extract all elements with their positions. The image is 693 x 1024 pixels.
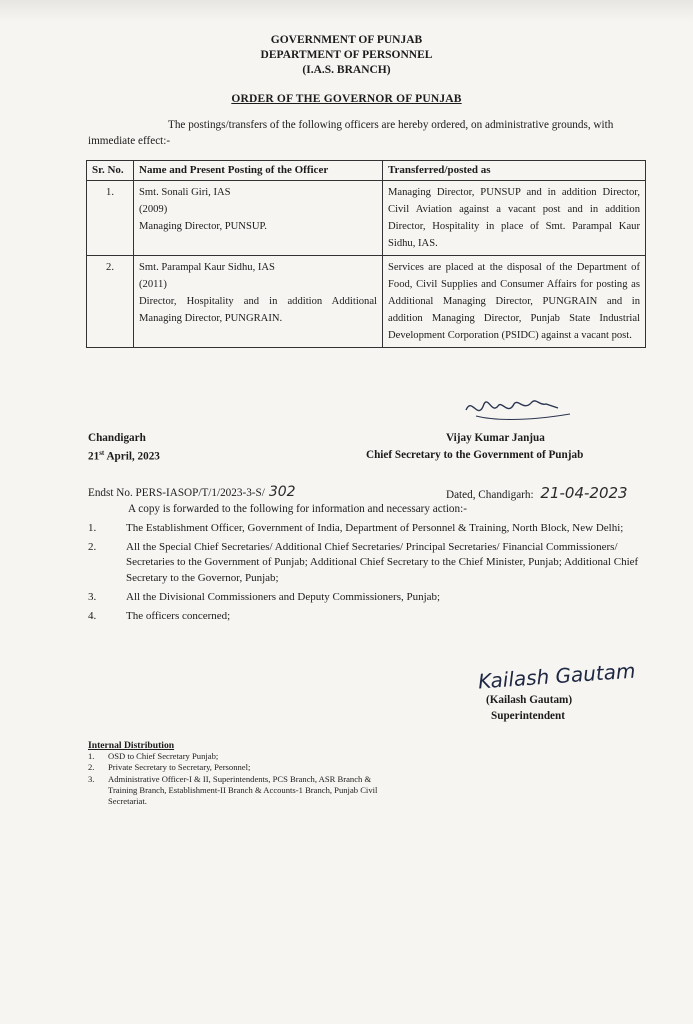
signatory-name: Vijay Kumar Janjua bbox=[446, 432, 545, 444]
table-header-row bbox=[87, 161, 646, 181]
list-item bbox=[88, 609, 648, 624]
list-text: The officers concerned; bbox=[126, 610, 231, 623]
list-item bbox=[88, 590, 648, 605]
row-transfer: Managing Director, PUNSUP and in addition Director, Civil Aviation against a vacant post and in addition Director, Hospitality in place of Smt. Parampal Kaur Sidhu, IAS. bbox=[383, 181, 646, 256]
intro-paragraph: The postings/transfers of the following officers are hereby ordered, on administrative grounds, with immediate effect:- bbox=[88, 119, 614, 147]
list-number: 3. bbox=[88, 773, 95, 784]
copy-forward-line: A copy is forwarded to the following for information and necessary action:- bbox=[128, 503, 467, 515]
column-header-name: Name and Present Posting of the Officer bbox=[134, 161, 383, 181]
table-row bbox=[87, 181, 646, 256]
officer-name: Smt. Parampal Kaur Sidhu, IAS bbox=[139, 262, 275, 273]
list-text: All the Divisional Commissioners and Deputy Commissioners, Punjab; bbox=[126, 590, 441, 603]
copy-list bbox=[88, 521, 648, 628]
chief-secretary-signature bbox=[462, 392, 582, 426]
officer-posting: Managing Director, PUNSUP. bbox=[139, 221, 267, 232]
officer-batch: (2011) bbox=[139, 279, 167, 290]
column-header-transfer: Transferred/posted as bbox=[383, 161, 646, 181]
row-transfer: Services are placed at the disposal of the Department of Food, Civil Supplies and Consumer Affairs for posting as Additional Managing Director, PUNGRAIN and in addition Managing Director, Punjab State Industrial Development Corporation (PSIDC) against a vacant post. bbox=[383, 256, 646, 348]
superintendent-signature: Kailash Gautam bbox=[477, 658, 637, 694]
list-item bbox=[88, 751, 398, 762]
list-text: Administrative Officer-I & II, Superintendents, PCS Branch, ASR Branch & Training Branch, Establishment-II Branch & Accounts-1 Branch, Punjab Civil Secretariat. bbox=[108, 773, 378, 807]
officer-batch: (2009) bbox=[139, 204, 168, 215]
order-date bbox=[88, 449, 160, 463]
signatory-designation: Chief Secretary to the Government of Punjab bbox=[366, 449, 584, 461]
date-rest: April, 2023 bbox=[106, 450, 160, 463]
header-line-3: (I.A.S. BRANCH) bbox=[302, 64, 391, 76]
date-day: 21 bbox=[88, 450, 100, 463]
list-text: OSD to Chief Secretary Punjab; bbox=[108, 751, 219, 762]
scan-shadow bbox=[0, 0, 693, 22]
column-header-sr: Sr. No. bbox=[87, 161, 134, 181]
list-text: The Establishment Officer, Government of India, Department of Personnel & Training, North Block, New Delhi; bbox=[126, 522, 624, 534]
row-sr: 2. bbox=[87, 256, 134, 348]
superintendent-name: (Kailash Gautam) bbox=[486, 694, 573, 706]
row-sr: 1. bbox=[87, 181, 134, 256]
header-line-2: DEPARTMENT OF PERSONNEL bbox=[260, 49, 433, 61]
list-number: 2. bbox=[88, 541, 97, 554]
internal-heading: Internal Distribution bbox=[88, 740, 175, 751]
officer-name: Smt. Sonali Giri, IAS bbox=[139, 187, 231, 198]
dated-label: Dated, Chandigarh: bbox=[446, 489, 534, 501]
list-text: All the Special Chief Secretaries/ Additional Chief Secretaries/ Principal Secretaries/ Financial Commissioners/ Secretaries to the Government of Punjab; Additional Chief Secretary to the Chief Minister, Punjab; Additional Chief Secretary to the Governor, Punjab; bbox=[126, 541, 639, 584]
endorsement-number bbox=[88, 484, 296, 500]
row-officer bbox=[134, 181, 383, 256]
list-number: 2. bbox=[88, 762, 95, 773]
place: Chandigarh bbox=[88, 432, 146, 444]
list-item bbox=[88, 774, 398, 808]
list-item bbox=[88, 521, 648, 536]
internal-distribution bbox=[88, 740, 398, 807]
date-suffix: st bbox=[99, 449, 105, 457]
list-number: 4. bbox=[88, 610, 97, 623]
order-title: ORDER OF THE GOVERNOR OF PUNJAB bbox=[231, 93, 462, 105]
dated-handwritten: 21-04-2023 bbox=[540, 484, 628, 502]
header-line-1: GOVERNMENT OF PUNJAB bbox=[270, 34, 423, 46]
table-row bbox=[87, 256, 646, 348]
list-text: Private Secretary to Secretary, Personnel; bbox=[108, 762, 251, 773]
list-number: 1. bbox=[88, 522, 97, 534]
list-number: 1. bbox=[88, 751, 95, 762]
list-number: 3. bbox=[88, 590, 97, 603]
list-item bbox=[88, 762, 398, 773]
row-officer bbox=[134, 256, 383, 348]
postings-table bbox=[86, 160, 646, 348]
endorsement-date bbox=[446, 484, 628, 502]
endorsement-label: Endst No. PERS-IASOP/T/1/2023-3-S/ bbox=[88, 487, 265, 499]
endorsement-handwritten-number: 302 bbox=[268, 484, 296, 500]
officer-posting: Director, Hospitality and in addition Additional Managing Director, PUNGRAIN. bbox=[139, 296, 377, 324]
superintendent-designation: Superintendent bbox=[491, 710, 565, 722]
list-item bbox=[88, 540, 648, 586]
